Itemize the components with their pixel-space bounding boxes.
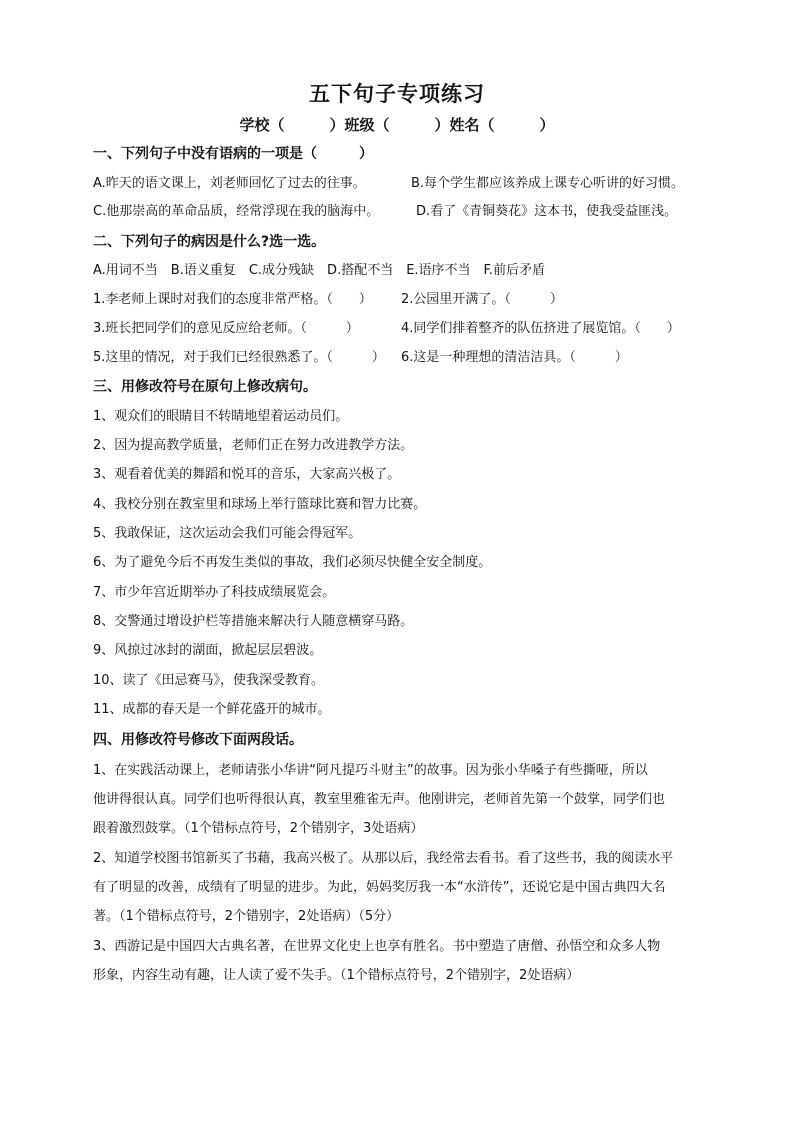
s3-item-4: 4、我校分别在教室里和球场上举行篮球比赛和智力比赛。 — [93, 497, 427, 512]
s3-item-2: 2、因为提高教学质量，老师们正在努力改进教学方法。 — [93, 438, 414, 453]
s3-item-5: 5、我敢保证，这次运动会我们可能会得冠军。 — [93, 526, 362, 541]
s4-paragraph-1-line-1: 1、在实践活动课上，老师请张小华讲“阿凡提巧斗财主”的故事。因为张小华嗓子有些撕哑，所以 — [93, 763, 648, 778]
student-info-line: 学校（ ）班级（ ）姓名（ ） — [239, 116, 555, 134]
s3-item-9: 9、风掠过冰封的湖面，掀起层层碧波。 — [93, 643, 323, 658]
s3-item-8: 8、交警通过增设护栏等措施来解决行人随意横穿马路。 — [93, 614, 414, 629]
s3-item-1: 1、观众们的眼睛目不转睛地望着运动员们。 — [93, 409, 349, 424]
s3-item-11: 11、成都的春天是一个鲜花盛开的城市。 — [93, 702, 331, 717]
s3-item-6: 6、为了避免今后不再发生类似的事故，我们必须尽快健全安全制度。 — [93, 555, 492, 570]
s4-paragraph-1-line-2: 他讲得很认真。同学们也听得很认真，教室里雅雀无声。他刚讲完，老师首先第一个鼓掌，同学们也 — [93, 792, 666, 807]
s1-option-c: C.他那崇高的革命品质，经常浮现在我的脑海中。 — [93, 204, 380, 219]
s2-cause-options: A.用词不当 B.语义重复 C.成分残缺 D.搭配不当 E.语序不当 F.前后矛盾 — [93, 263, 546, 278]
s2-question-6: 6.这是一种理想的清洁洁具。（ ） — [401, 350, 628, 365]
s1-option-a: A.昨天的语文课上，刘老师回忆了过去的往事。 — [93, 176, 366, 191]
s1-option-d: D.看了《青铜葵花》这本书，使我受益匪浅。 — [416, 204, 678, 219]
section-1-heading: 一、下列句子中没有语病的一项是（ ） — [93, 146, 373, 162]
section-2-heading: 二、下列句子的病因是什么?选一选。 — [93, 234, 326, 250]
s4-paragraph-2-line-2: 有了明显的改善，成绩有了明显的进步。为此，妈妈奖厉我一本“水浒传”，还说它是中国古典四大名 — [93, 880, 666, 895]
s2-question-4: 4.同学们排着整齐的队伍挤进了展览馆。（ ） — [401, 321, 680, 336]
s2-question-5: 5.这里的情况，对于我们已经很熟悉了。（ ） — [93, 350, 385, 365]
s4-paragraph-2-line-3: 著。（1个错标点符号，2个错别字，2处语病）（5分） — [93, 909, 400, 924]
section-3-heading: 三、用修改符号在原句上修改病句。 — [93, 379, 317, 395]
s3-item-10: 10、读了《田忌赛马》，使我深受教育。 — [93, 673, 325, 688]
section-4-heading: 四、用修改符号修改下面两段话。 — [93, 732, 303, 748]
s2-question-2: 2.公园里开满了。（ ） — [401, 292, 563, 307]
s2-question-3: 3.班长把同学们的意见反应给老师。（ ） — [93, 321, 359, 336]
s4-paragraph-3-line-1: 3、西游记是中国四大古典名著，在世界文化史上也享有胜名。书中塑造了唐僧、孙悟空和众多人物 — [93, 939, 661, 954]
s3-item-7: 7、市少年宫近期举办了科技成绩展览会。 — [93, 585, 336, 600]
s3-item-3: 3、观看着优美的舞蹈和悦耳的音乐，大家高兴极了。 — [93, 467, 401, 482]
s1-option-b: B.每个学生都应该养成上课专心听讲的好习惯。 — [411, 176, 685, 191]
page-title: 五下句子专项练习 — [309, 82, 485, 106]
s4-paragraph-1-line-3: 跟着激烈鼓掌。（1个错标点符号，2个错别字，3处语病） — [93, 821, 424, 836]
s4-paragraph-2-line-1: 2、知道学校图书馆新买了书藉，我高兴极了。从那以后，我经常去看书。看了这些书，我的阅读水平 — [93, 851, 674, 866]
s2-question-1: 1.李老师上课时对我们的态度非常严格。（ ） — [93, 292, 372, 307]
s4-paragraph-3-line-2: 形象，内容生动有趣，让人读了爱不失手。（1个错标点符号，2个错别字，2处语病） — [93, 968, 580, 983]
